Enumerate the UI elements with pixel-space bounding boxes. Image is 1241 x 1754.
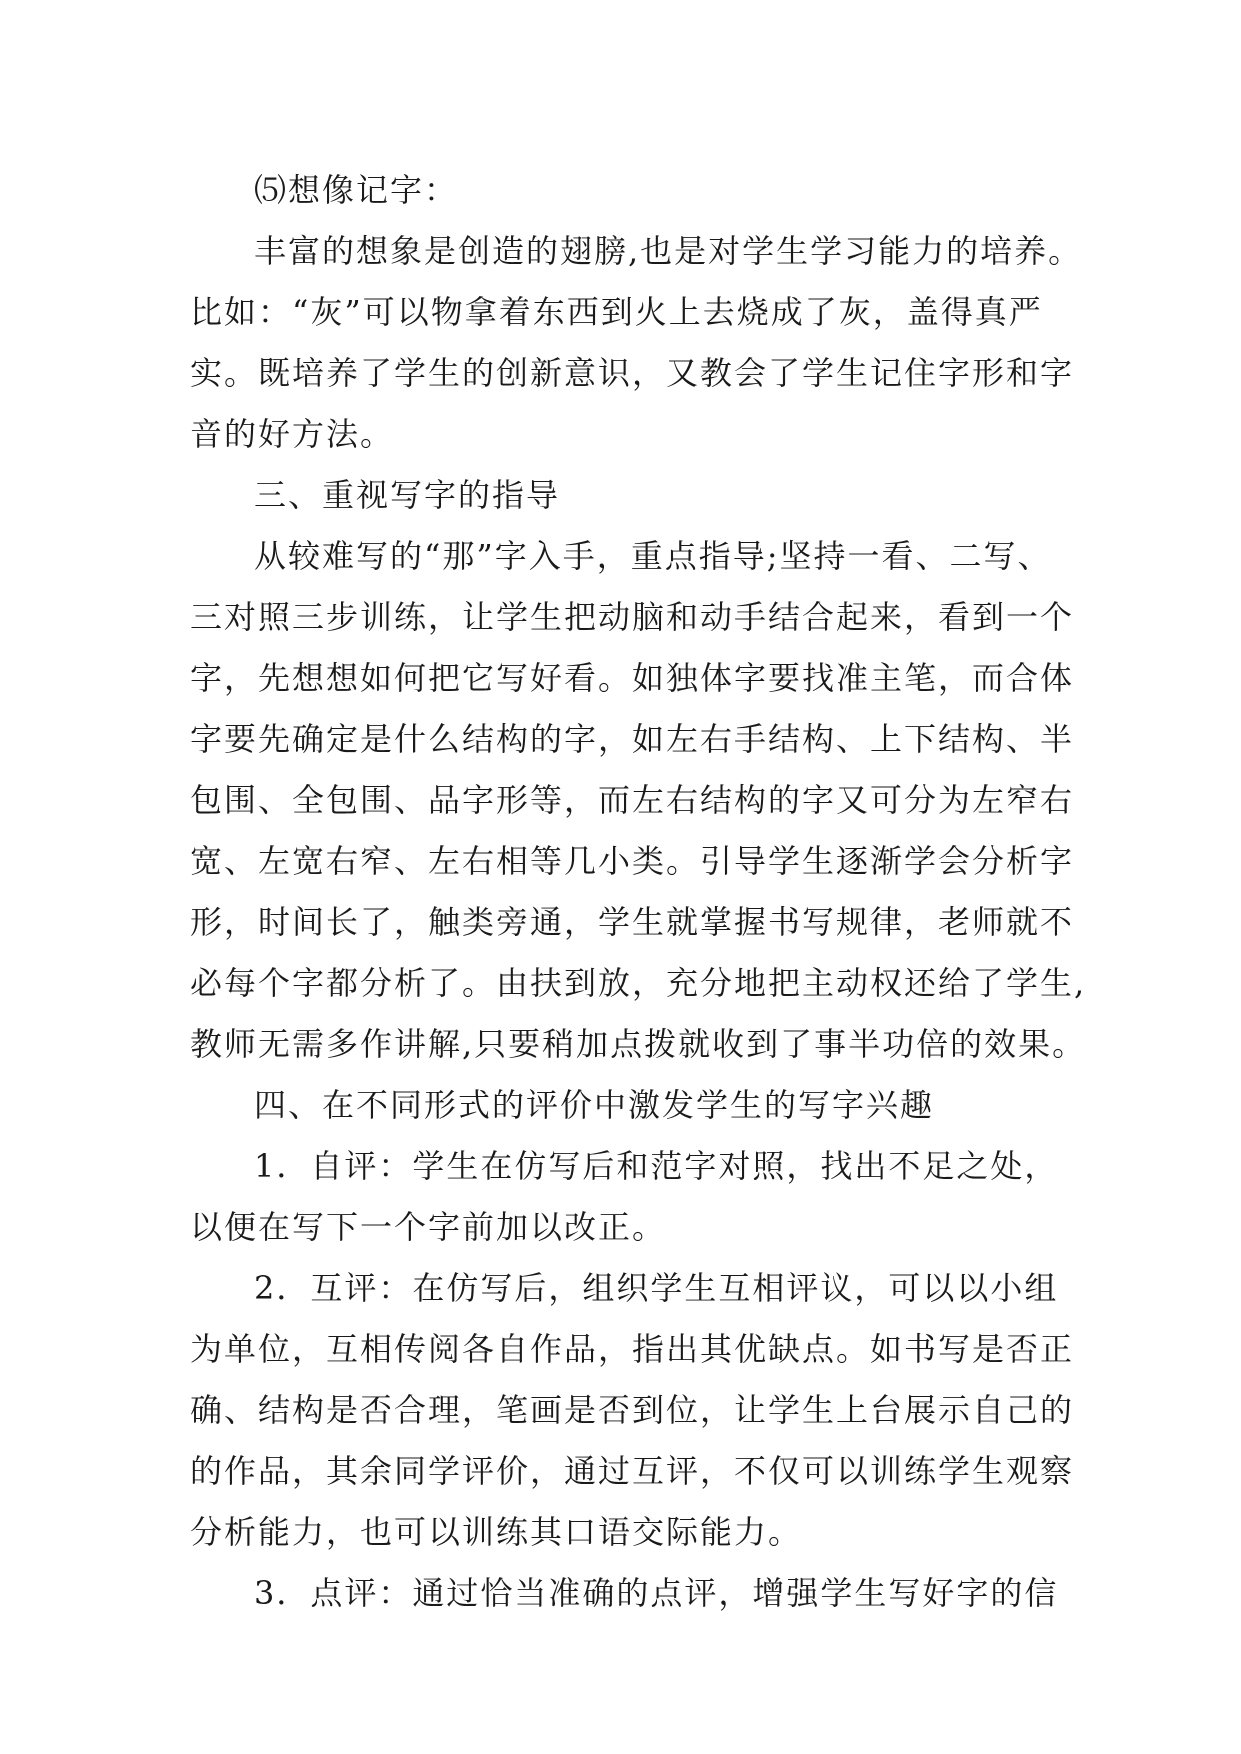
text-line: 丰富的想象是创造的翅膀,也是对学生学习能力的培养。 bbox=[254, 232, 1083, 270]
text-line: 为单位，互相传阅各自作品，指出其优缺点。如书写是否正 bbox=[190, 1330, 1075, 1368]
text-line: 教师无需多作讲解,只要稍加点拨就收到了事半功倍的效果。 bbox=[190, 1025, 1087, 1063]
text-line: 宽、左宽右窄、左右相等几小类。引导学生逐渐学会分析字 bbox=[190, 842, 1075, 880]
text-line: 实。既培养了学生的创新意识，又教会了学生记住字形和字 bbox=[190, 354, 1075, 392]
section-heading: 四、在不同形式的评价中激发学生的写字兴趣 bbox=[254, 1086, 935, 1124]
text-line: 分析能力，也可以训练其口语交际能力。 bbox=[190, 1513, 803, 1551]
body-text bbox=[190, 160, 1087, 1624]
text-line: 包围、全包围、品字形等，而左右结构的字又可分为左窄右 bbox=[190, 781, 1075, 819]
text-line: 1．自评：学生在仿写后和范字对照，找出不足之处， bbox=[254, 1147, 1059, 1185]
text-line: ⑸想像记字： bbox=[254, 171, 459, 209]
text-line: 字，先想想如何把它写好看。如独体字要找准主笔，而合体 bbox=[190, 659, 1075, 697]
text-line: 2．互评：在仿写后，组织学生互相评议，可以以小组 bbox=[254, 1269, 1059, 1307]
text-line: 以便在写下一个字前加以改正。 bbox=[190, 1208, 667, 1246]
section-heading: 三、重视写字的指导 bbox=[254, 476, 561, 514]
text-line: 三对照三步训练，让学生把动脑和动手结合起来，看到一个 bbox=[190, 598, 1075, 636]
text-line: 必每个字都分析了。由扶到放，充分地把主动权还给了学生, bbox=[190, 964, 1087, 1002]
text-line: 3．点评：通过恰当准确的点评，增强学生写好字的信 bbox=[254, 1574, 1059, 1612]
text-line: 音的好方法。 bbox=[190, 415, 395, 453]
text-line: 比如：“灰”可以物拿着东西到火上去烧成了灰，盖得真严 bbox=[190, 293, 1043, 331]
text-line: 从较难写的“那”字入手，重点指导;坚持一看、二写、 bbox=[254, 537, 1052, 575]
text-line: 字要先确定是什么结构的字，如左右手结构、上下结构、半 bbox=[190, 720, 1075, 758]
text-line: 形，时间长了，触类旁通，学生就掌握书写规律，老师就不 bbox=[190, 903, 1075, 941]
text-line: 的作品，其余同学评价，通过互评，不仅可以训练学生观察 bbox=[190, 1452, 1075, 1490]
text-line: 确、结构是否合理，笔画是否到位，让学生上台展示自己的 bbox=[190, 1391, 1075, 1429]
